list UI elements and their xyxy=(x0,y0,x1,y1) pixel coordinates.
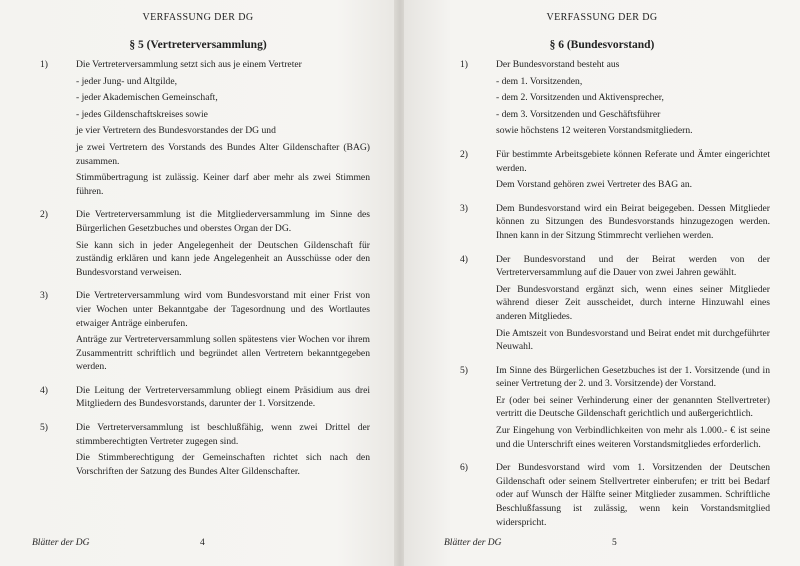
paragraph-number: 3) xyxy=(460,202,468,214)
paragraph-text: Die Leitung der Vertreterversammlung obliegt einem Präsidium aus drei Mitgliedern des Bundesvorstands, darunter der 1. Vorsitzende. xyxy=(76,384,370,410)
paragraph-text: je zwei Vertretern des Vorstands des Bundes Alter Gildenschafter (BAG) zusammen. xyxy=(76,141,370,167)
paragraph-text: Für bestimmte Arbeitsgebiete können Referate und Ämter eingerichtet werden. xyxy=(496,148,770,174)
paragraph-text: - jedes Gildenschaftskreises sowie xyxy=(76,108,208,120)
paragraph-text: - dem 3. Vorsitzenden und Geschäftsführer xyxy=(496,108,661,120)
paragraph-body xyxy=(76,421,370,481)
paragraph-number: 1) xyxy=(40,59,48,70)
paragraph-text: - dem 1. Vorsitzenden, xyxy=(496,75,583,87)
paragraph-text: - jeder Akademischen Gemeinschaft, xyxy=(76,92,218,104)
paragraph-body xyxy=(496,202,770,246)
paragraph-text: Die Stimmberechtigung der Gemeinschaften richtet sich nach den Vorschriften der Satzung des Bundes Alter Gildenschafter. xyxy=(76,452,370,477)
paragraph-number: 4) xyxy=(460,253,468,265)
paragraph-text: Der Bundesvorstand wird vom 1. Vorsitzenden der Deutschen Gildenschaft oder seinem Stellvertreter einberufen; er tritt bei Bedarf oder auf Wunsch der Hälfte seiner Mitglieder zusammen. Schriftliche Beschlußfassung ist zulässig, wenn kein Vorstandsmitglied widerspricht. xyxy=(496,462,770,528)
paragraph-text: Sie kann sich in jeder Angelegenheit der Deutschen Gildenschaft für zuständig erklären und kann jede Angelegenheit an Ausschüsse oder den Bundesvorstand verweisen. xyxy=(76,239,370,278)
paragraph-text: Der Bundesvorstand und der Beirat werden von der Vertreterversammlung auf die Dauer von zwei Jahren gewählt. xyxy=(496,253,770,279)
paragraph-text: Die Vertreterversammlung setzt sich aus je einem Vertreter xyxy=(76,59,302,70)
numbered-paragraph xyxy=(460,364,770,455)
paragraph-text: - jeder Jung- und Altgilde, xyxy=(76,75,177,87)
numbered-paragraph xyxy=(40,289,370,377)
paragraph-number: 4) xyxy=(40,384,48,396)
numbered-paragraph xyxy=(460,202,770,246)
section-title: § 5 (Vertreterversammlung) xyxy=(129,39,267,51)
paragraph-number: 2) xyxy=(460,148,468,160)
numbered-paragraph xyxy=(460,148,770,195)
paragraph-body xyxy=(496,461,770,532)
paragraph-text: sowie höchstens 12 weiteren Vorstandsmitgliedern. xyxy=(496,125,693,137)
running-header: VERFASSUNG DER DG xyxy=(142,12,254,23)
numbered-paragraph xyxy=(460,253,770,357)
paragraph-body xyxy=(76,384,370,414)
paragraph-text: Stimmübertragung ist zulässig. Keiner darf aber mehr als zwei Stimmen führen. xyxy=(76,172,370,197)
paragraph-text: - dem 2. Vorsitzenden und Aktivensprecher, xyxy=(496,92,664,104)
numbered-paragraph xyxy=(40,208,370,282)
page-number: 5 xyxy=(612,538,617,548)
paragraph-text: Die Vertreterversammlung ist die Mitgliederversammlung im Sinne des Bürgerlichen Gesetzbuches und oberstes Organ der DG. xyxy=(76,209,370,234)
section-content xyxy=(460,58,770,539)
paragraph-body xyxy=(496,364,770,455)
paragraph-text: Im Sinne des Bürgerlichen Gesetzbuches ist der 1. Vorsitzende (und in seiner Vertretung der 2. und 3. Vorsitzende) der Vorstand. xyxy=(496,364,770,390)
paragraph-body xyxy=(496,253,770,357)
paragraph-number: 3) xyxy=(40,290,48,302)
numbered-paragraph xyxy=(460,461,770,532)
paragraph-number: 5) xyxy=(40,422,48,434)
running-header: VERFASSUNG DER DG xyxy=(546,12,658,23)
footer-journal-title: Blätter der DG xyxy=(444,538,502,548)
paragraph-text: Dem Bundesvorstand wird ein Beirat beigegeben. Dessen Mitglieder können zu Sitzungen des Bundesvorstands hinzugezogen werden. Ihnen kann in der Sitzung Stimmrecht verliehen werden. xyxy=(496,202,770,241)
paragraph-body xyxy=(496,148,770,195)
footer-journal-title: Blätter der DG xyxy=(32,538,90,548)
paragraph-number: 2) xyxy=(40,209,48,221)
paragraph-number: 5) xyxy=(460,364,468,376)
left-page xyxy=(0,0,396,566)
paragraph-text: Die Vertreterversammlung wird vom Bundesvorstand mit einer Frist von vier Wochen unter Bekanntgabe der Tagesordnung und des Wortlautes etwaiger Anträge einberufen. xyxy=(76,290,370,329)
paragraph-body xyxy=(496,58,770,141)
numbered-paragraph xyxy=(40,58,370,201)
paragraph-text: Er (oder bei seiner Verhinderung einer der genannten Stellvertreter) vertritt die Deutsche Gildenschaft gerichtlich und außergerichtlich. xyxy=(496,394,770,420)
paragraph-text: Anträge zur Vertreterversammlung sollen spätestens vier Wochen vor ihrem Zusammentritt schriftlich und begründet allen Vertretern bekanntgegeben werden. xyxy=(76,334,370,373)
paragraph-body xyxy=(76,289,370,377)
section-content xyxy=(40,58,370,488)
paragraph-number: 6) xyxy=(460,462,468,474)
paragraph-body xyxy=(76,208,370,282)
paragraph-text: Die Vertreterversammlung ist beschlußfähig, wenn zwei Drittel der stimmberechtigten Vertreter zugegen sind. xyxy=(76,422,370,447)
paragraph-body xyxy=(76,58,370,201)
paragraph-text: Dem Vorstand gehören zwei Vertreter des BAG an. xyxy=(496,179,693,191)
paragraph-text: Der Bundesvorstand besteht aus xyxy=(496,59,620,70)
paragraph-text: Die Amtszeit von Bundesvorstand und Beirat endet mit durchgeführter Neuwahl. xyxy=(496,327,770,353)
numbered-paragraph xyxy=(40,384,370,414)
paragraph-text: Zur Eingehung von Verbindlichkeiten von mehr als 1.000.- € ist seine und die Unterschrift eines weiteren Vorstandsmitgliedes erforderlich. xyxy=(496,425,770,450)
paragraph-text: je vier Vertretern des Bundesvorstandes der DG und xyxy=(76,125,276,137)
numbered-paragraph xyxy=(460,58,770,141)
paragraph-number: 1) xyxy=(460,59,468,70)
right-page xyxy=(404,0,800,566)
page-number: 4 xyxy=(200,538,205,548)
section-title: § 6 (Bundesvorstand) xyxy=(549,39,655,51)
paragraph-text: Der Bundesvorstand ergänzt sich, wenn eines seiner Mitglieder während dieser Zeit ausscheidet, durch interne Hinzuwahl eines anderen Mitgliedes. xyxy=(496,283,770,322)
numbered-paragraph xyxy=(40,421,370,481)
